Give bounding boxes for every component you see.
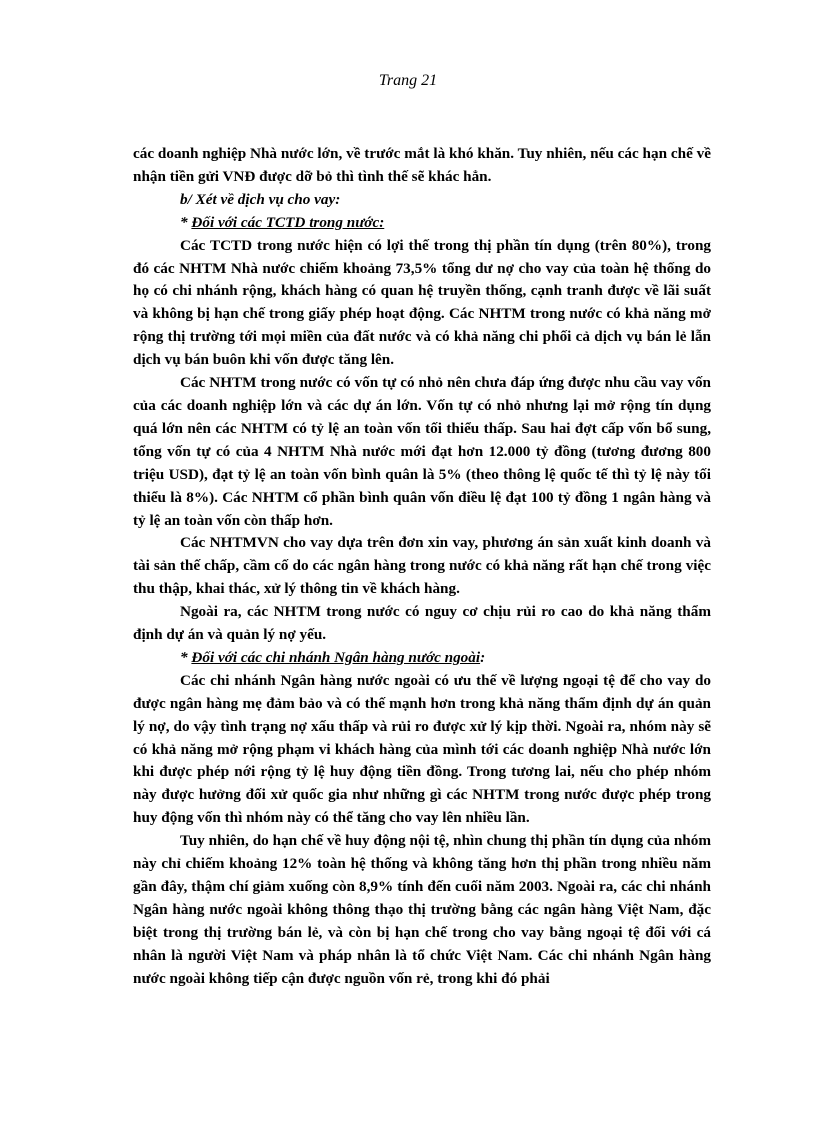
subheading-foreign-bank-branches: * Đối với các chi nhánh Ngân hàng nước ngoài: [180,648,486,666]
paragraph-continuation: các doanh nghiệp Nhà nước lớn, về trước mắt là khó khăn. Tuy nhiên, nếu các hạn chế về nhận tiền gửi VNĐ được dỡ bỏ thì tình thế sẽ khác hẳn. [133,145,711,185]
paragraph: Các TCTD trong nước hiện có lợi thế trong thị phần tín dụng (trên 80%), trong đó các NHTM Nhà nước chiếm khoảng 73,5% tổng dư nợ cho vay của toàn hệ thống do họ có chi nhánh rộng, khách hàng có quan hệ truyền thống, cạnh tranh được về lãi suất và không bị hạn chế trong giấy phép hoạt động. Các NHTM trong nước có khả năng mở rộng thị trường tới mọi miền của đất nước và có khả năng chi phối cả dịch vụ bán lẻ lẫn dịch vụ bán buôn khi vốn được tăng lên. [133,236,711,369]
paragraph: Các chi nhánh Ngân hàng nước ngoài có ưu thế về lượng ngoại tệ để cho vay do được ngân hàng mẹ đảm bảo và có thế mạnh hơn trong khả năng thẩm định dự án quản lý nợ, do vậy tình trạng nợ xấu thấp và rủi ro được xử lý kịp thời. Ngoài ra, nhóm này sẽ có khả năng mở rộng phạm vi khách hàng của mình tới các doanh nghiệp Nhà nước lớn khi được phép nới rộng tỷ lệ huy động tiền đồng. Trong tương lai, nếu cho phép nhóm này được hưởng đối xử quốc gia như những gì các NHTM trong nước được phép trong huy động vốn thì nhóm này có thể tăng cho vay lên nhiều lần. [133,671,711,827]
body-text [133,143,711,991]
paragraph: Các NHTMVN cho vay dựa trên đơn xin vay, phương án sản xuất kinh doanh và tài sản thế chấp, cầm cố do các ngân hàng trong nước có khả năng rất hạn chế trong việc thu thập, khai thác, xử lý thông tin về khách hàng. [133,534,711,598]
subheading-domestic-credit-institutions: * Đối với các TCTD trong nước: [180,213,385,231]
section-heading-loans: b/ Xét về dịch vụ cho vay: [180,190,341,208]
paragraph: Tuy nhiên, do hạn chế về huy động nội tệ, nhìn chung thị phần tín dụng của nhóm này chỉ chiếm khoảng 12% toàn hệ thống và không tăng hơn thị phần trong nhiều năm gần đây, thậm chí giảm xuống còn 8,9% tính đến cuối năm 2003. Ngoài ra, các chi nhánh Ngân hàng nước ngoài không thông thạo thị trường bằng các ngân hàng Việt Nam, đặc biệt trong thị trường bán lẻ, và còn bị hạn chế trong cho vay bằng ngoại tệ đối với cá nhân là người Việt Nam và pháp nhân là tổ chức Việt Nam. Các chi nhánh Ngân hàng nước ngoài không tiếp cận được nguồn vốn rẻ, trong khi đó phải [133,832,711,987]
paragraph: Ngoài ra, các NHTM trong nước có nguy cơ chịu rủi ro cao do khả năng thẩm định dự án và quản lý nợ yếu. [133,603,711,644]
paragraph: Các NHTM trong nước có vốn tự có nhỏ nên chưa đáp ứng được nhu cầu vay vốn của các doanh nghiệp lớn và các dự án lớn. Vốn tự có nhỏ nhưng lại mở rộng tín dụng quá lớn nên các NHTM có tỷ lệ an toàn vốn tối thiểu thấp. Sau hai đợt cấp vốn bổ sung, tổng vốn tự có của 4 NHTM Nhà nước mới đạt hơn 12.000 tỷ đồng (tương đương 800 triệu USD), đạt tỷ lệ an toàn vốn bình quân là 5% (theo thông lệ quốc tế thì tỷ lệ này tối thiểu là 8%). Các NHTM cổ phần bình quân vốn điều lệ đạt 100 tỷ đồng 1 ngân hàng và tỷ lệ an toàn vốn còn thấp hơn. [133,374,711,529]
page-header: Trang 21 [378,72,438,89]
